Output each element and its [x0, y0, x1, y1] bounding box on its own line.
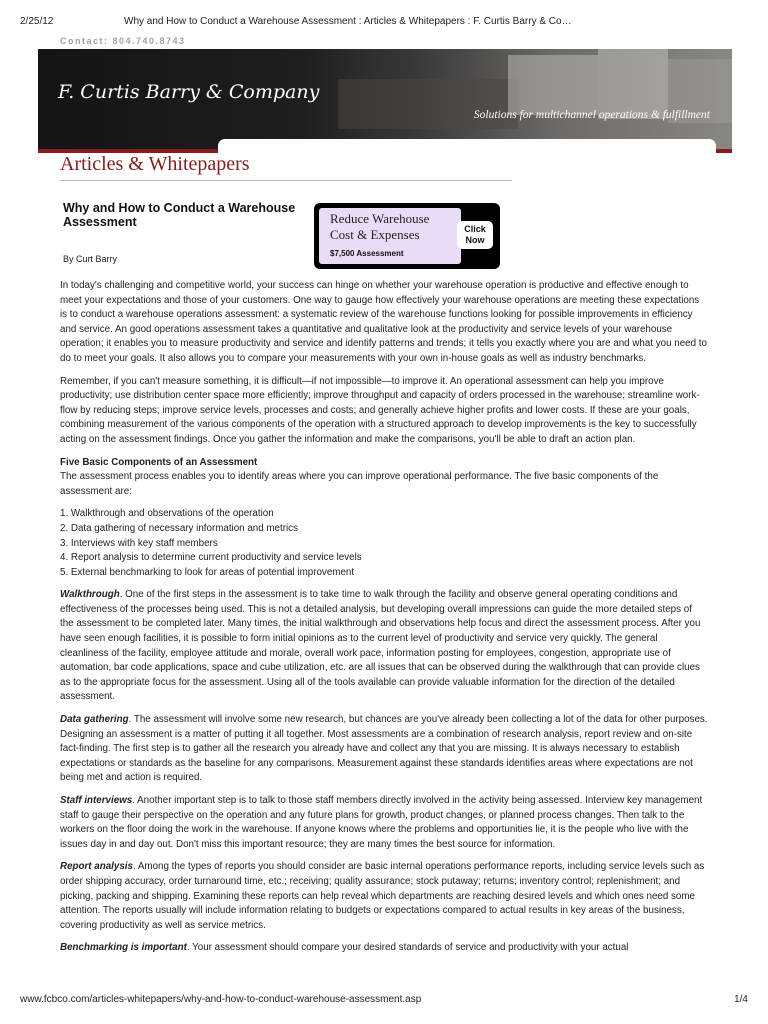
paragraph-staff-interviews — [60, 794, 708, 852]
print-header — [20, 16, 748, 30]
paragraph-data-gathering — [60, 713, 708, 786]
report-analysis-text: . Among the types of reports you should consider are basic internal operations performance reports, including service levels such as order shipping accuracy, order turnaround time, etc.; receiving; quality assurance; stock putaway; returns; inventory control; replenishment; and picking, packing and shipping. Examining these reports can help reveal which departments are reaching desired levels and which ones need some attention. The reports usually will include information relating to budgets or expectations compared to actual results in key areas of the business, covering productivity as well as service metrics. — [60, 861, 705, 931]
section-title: Articles & Whitepapers — [60, 153, 250, 175]
print-page-number: 1/4 — [734, 994, 748, 1005]
benchmarking-text: . Your assessment should compare your desired standards of service and productivity with your actual — [186, 942, 629, 954]
contact-phone-link[interactable]: Contact: 804.740.8743 — [60, 36, 186, 46]
benchmarking-term: Benchmarking is important — [60, 942, 187, 954]
site-tagline: Solutions for multichannel operations & fulfillment — [473, 109, 710, 121]
print-date: 2/25/12 — [20, 16, 54, 27]
report-analysis-term: Report analysis — [60, 861, 133, 873]
ad-headline-1: Reduce Warehouse — [330, 211, 430, 226]
list-item: 1. Walkthrough and observations of the operation — [60, 508, 274, 520]
paragraph-walkthrough — [60, 588, 708, 705]
print-page-title: Why and How to Conduct a Warehouse Assessment : Articles & Whitepapers : F. Curtis Barry & Co… — [124, 16, 572, 27]
banner-photo-shape — [338, 79, 518, 129]
assessment-ad-banner[interactable] — [314, 203, 500, 269]
paragraph-components: The assessment process enables you to identify areas where you can improve operational performance. The five basic components of the assessment are: — [60, 471, 659, 497]
paragraph-measure: Remember, if you can't measure something, it is difficult—if not impossible—to improve it. An operational assessment can help you improve productivity; use distribution center space more efficiently; improve throughput and capacity of orders processed in the warehouse; streamline work-flow by reducing steps; improve service levels, processes and costs; and generally achieve higher profits and lower costs. If these are your goals, combining measurement of the various components of the operation with a structured approach to develop improvements is the key to successfully acting on the assessment findings. Once you gather the information and make the comparisons, you'll be able to draft an action plan. — [60, 375, 700, 445]
staff-interviews-term: Staff interviews — [60, 795, 133, 806]
walkthrough-term: Walkthrough — [60, 589, 120, 601]
data-gathering-term: Data gathering — [60, 714, 129, 726]
article-body — [60, 279, 708, 964]
components-list — [60, 507, 708, 580]
print-url: www.fcbco.com/articles-whitepapers/why-and-how-to-conduct-warehouse-assessment.asp — [20, 994, 422, 1005]
data-gathering-text: . The assessment will involve some new research, but chances are you've already been collecting a lot of the data for other purposes. Designing an assessment is a matter of putting it all together. Most assessments are a combination of research analysis, report review and on-site fact-finding. The first step is to gather all the research you already have and collect any that you are missing. It is always necessary to establish expectations or standards as the baseline for any comparisons. Measurement against these standards identifies areas where expectations are not being met and action is required. — [60, 714, 708, 784]
paragraph-report-analysis — [60, 860, 708, 933]
section-divider — [60, 180, 512, 181]
ad-headline-2: Cost & Expenses — [330, 227, 420, 242]
site-banner — [38, 49, 732, 153]
list-item: 3. Interviews with key staff members — [60, 537, 218, 549]
banner-photo-shape — [508, 55, 598, 115]
walkthrough-text: . One of the first steps in the assessment is to take time to walk through the facility and observe general operating conditions and effectiveness of the processes being used. This is not a detailed analysis, but developing overall impressions can guide the more detailed steps of the assessment to be completed later. Many times, the initial walkthrough and observations help focus and direct the assessment process. After you have seen enough facilities, it is possible to form initial opinions as to the current level of productivity and service very quickly. The general cleanliness of the facility, employee attitude and morale, overall work pace, information posting for employees, congestion, appropriate use of automation, bar code applications, space and cube utilization, etc. are all issues that can be observed during the walkthrough that can provide clues as to the appropriate focus for the assessment. Using all of the tools available can provide valuable information for the direction of the detailed assessment. — [60, 589, 701, 703]
print-footer — [20, 994, 748, 1008]
article-byline: By Curt Barry — [63, 254, 118, 264]
paragraph-benchmarking — [60, 941, 708, 956]
staff-interviews-text: . Another important step is to talk to those staff members directly involved in the activity being assessed. Interview key management staff to gauge their perspective on the operation and any future plans for growth, product changes, or planned process changes. Then talk to the workers on the floor doing the work in the warehouse. If anyone knows where the problems and opportunities lie, it is the people who live with the issues day in and day out. Don't miss this important resource; they are many times the best source for information. — [60, 795, 703, 850]
list-item: 2. Data gathering of necessary information and metrics — [60, 522, 298, 534]
paragraph-intro: In today's challenging and competitive world, your success can hinge on whether your warehouse operation is productive and effective enough to meet your expectations and those of your customers. One way to gauge how effectively your warehouse operations are meeting these expectations is to conduct a warehouse operations assessment: a systematic review of the warehouse functions looking for possible improvements in efficiency and service. An good operations assessment takes a quantitative and qualitative look at the productivity and service levels of your warehouse operation; it enables you to measure productivity and service and identify patterns and trends; it tells you exactly where you are and what you need to do to meet your goals. It also allows you to compare your measurements with your own in-house goals as well as industry benchmarks. — [60, 280, 707, 364]
content-tab — [218, 139, 716, 153]
list-item: 5. External benchmarking to look for areas of potential improvement — [60, 566, 355, 578]
site-logo[interactable]: F. Curtis Barry & Company — [58, 81, 320, 103]
ad-price: $7,500 Assessment — [330, 249, 404, 258]
heading-components: Five Basic Components of an Assessment — [60, 456, 258, 468]
article-title: Why and How to Conduct a Warehouse Assessment — [63, 201, 296, 229]
ad-click-now-button[interactable]: Click Now — [457, 221, 493, 249]
list-item: 4. Report analysis to determine current productivity and service levels — [60, 552, 362, 564]
